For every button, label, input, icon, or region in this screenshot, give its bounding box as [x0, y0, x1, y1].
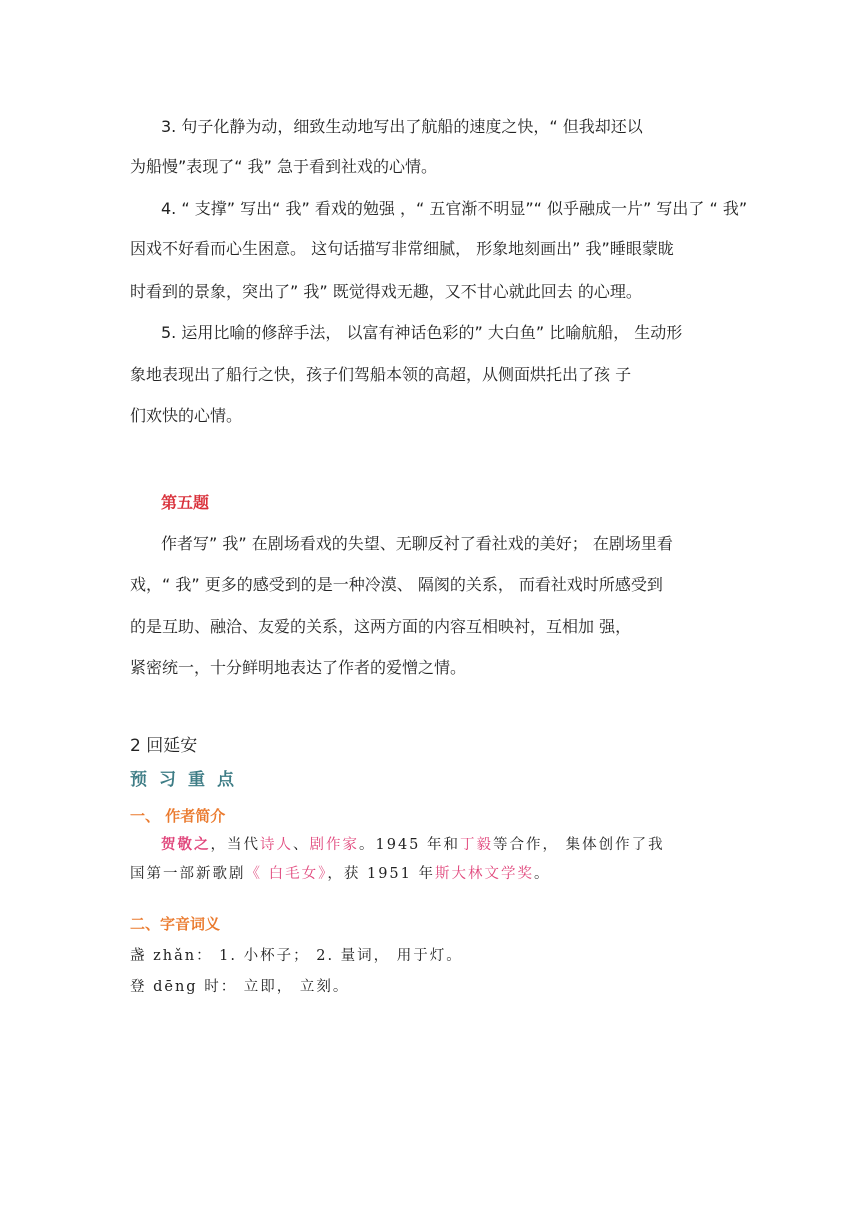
author-separator: 、: [293, 837, 310, 853]
preview-heading: 预习重点: [130, 770, 246, 790]
lesson-title: 2 回延安: [130, 736, 198, 756]
author-text-1: ，当代: [210, 837, 260, 853]
question-5-line-3: 的是互助、融洽、友爱的关系，这两方面的内容互相映衬，互相加 强，: [130, 617, 632, 636]
award-name: 斯大林文学奖: [434, 866, 534, 882]
author-text-2: 。1945 年和: [359, 837, 461, 853]
question-5-line-4: 紧密统一，十分鲜明地表达了作者的爱憎之情。: [130, 658, 467, 677]
author-intro-line-2: [130, 862, 550, 883]
question-5-line-2: 戏，“ 我” 更多的感受到的是一种冷漠、 隔阂的关系， 而看社戏时所感受到: [130, 575, 663, 594]
author-intro-line-1: [161, 833, 665, 854]
author-text-5: ，获 1951 年: [327, 866, 435, 882]
author-role-playwright: 剧作家: [309, 837, 359, 853]
author-role-poet: 诗人: [260, 837, 293, 853]
answer-5-line-2: 象地表现出了船行之快，孩子们驾船本领的高超，从侧面烘托出了孩 子: [130, 365, 632, 384]
opera-title: 《 白毛女》: [245, 866, 328, 882]
question-5-line-1: 作者写” 我” 在剧场看戏的失望、无聊反衬了看社戏的美好； 在剧场里看: [161, 534, 673, 553]
author-name: 贺敬之: [161, 836, 211, 853]
answer-5-line-1: 5. 运用比喻的修辞手法， 以富有神话色彩的” 大白鱼” 比喻航船， 生动形: [161, 323, 683, 342]
vocab-entry-2: 登 dēng 时： 立即， 立刻。: [130, 979, 350, 995]
answer-5-line-3: 们欢快的心情。: [130, 406, 243, 425]
answer-4-line-1: 4. “ 支撑” 写出“ 我” 看戏的勉强 ，“ 五官渐不明显”“ 似乎融成一片” 写出了 “ 我”: [161, 199, 748, 218]
author-intro-heading: 一、 作者简介: [130, 807, 226, 825]
answer-3-line-2: 为船慢”表现了“ 我” 急于看到社戏的心情。: [130, 157, 438, 176]
vocab-heading: 二、字音词义: [130, 915, 221, 933]
question-5-heading: 第五题: [161, 493, 210, 512]
collaborator-name: 丁毅: [460, 837, 494, 853]
author-text-6: 。: [533, 866, 551, 882]
author-text-4: 国第一部新歌剧: [130, 866, 246, 882]
answer-4-line-3: 时看到的景象，突出了” 我” 既觉得戏无趣，又不甘心就此回去 的心理。: [130, 282, 642, 301]
author-text-3: 等合作， 集体创作了我: [493, 837, 665, 853]
answer-3-line-1: 3. 句子化静为动，细致生动地写出了航船的速度之快，“ 但我却还以: [161, 117, 643, 136]
vocab-entry-1: 盏 zhǎn： 1. 小杯子； 2. 量词， 用于灯。: [130, 948, 463, 964]
answer-4-line-2: 因戏不好看而心生困意。 这句话描写非常细腻， 形象地刻画出” 我”睡眼蒙眬: [130, 239, 674, 258]
